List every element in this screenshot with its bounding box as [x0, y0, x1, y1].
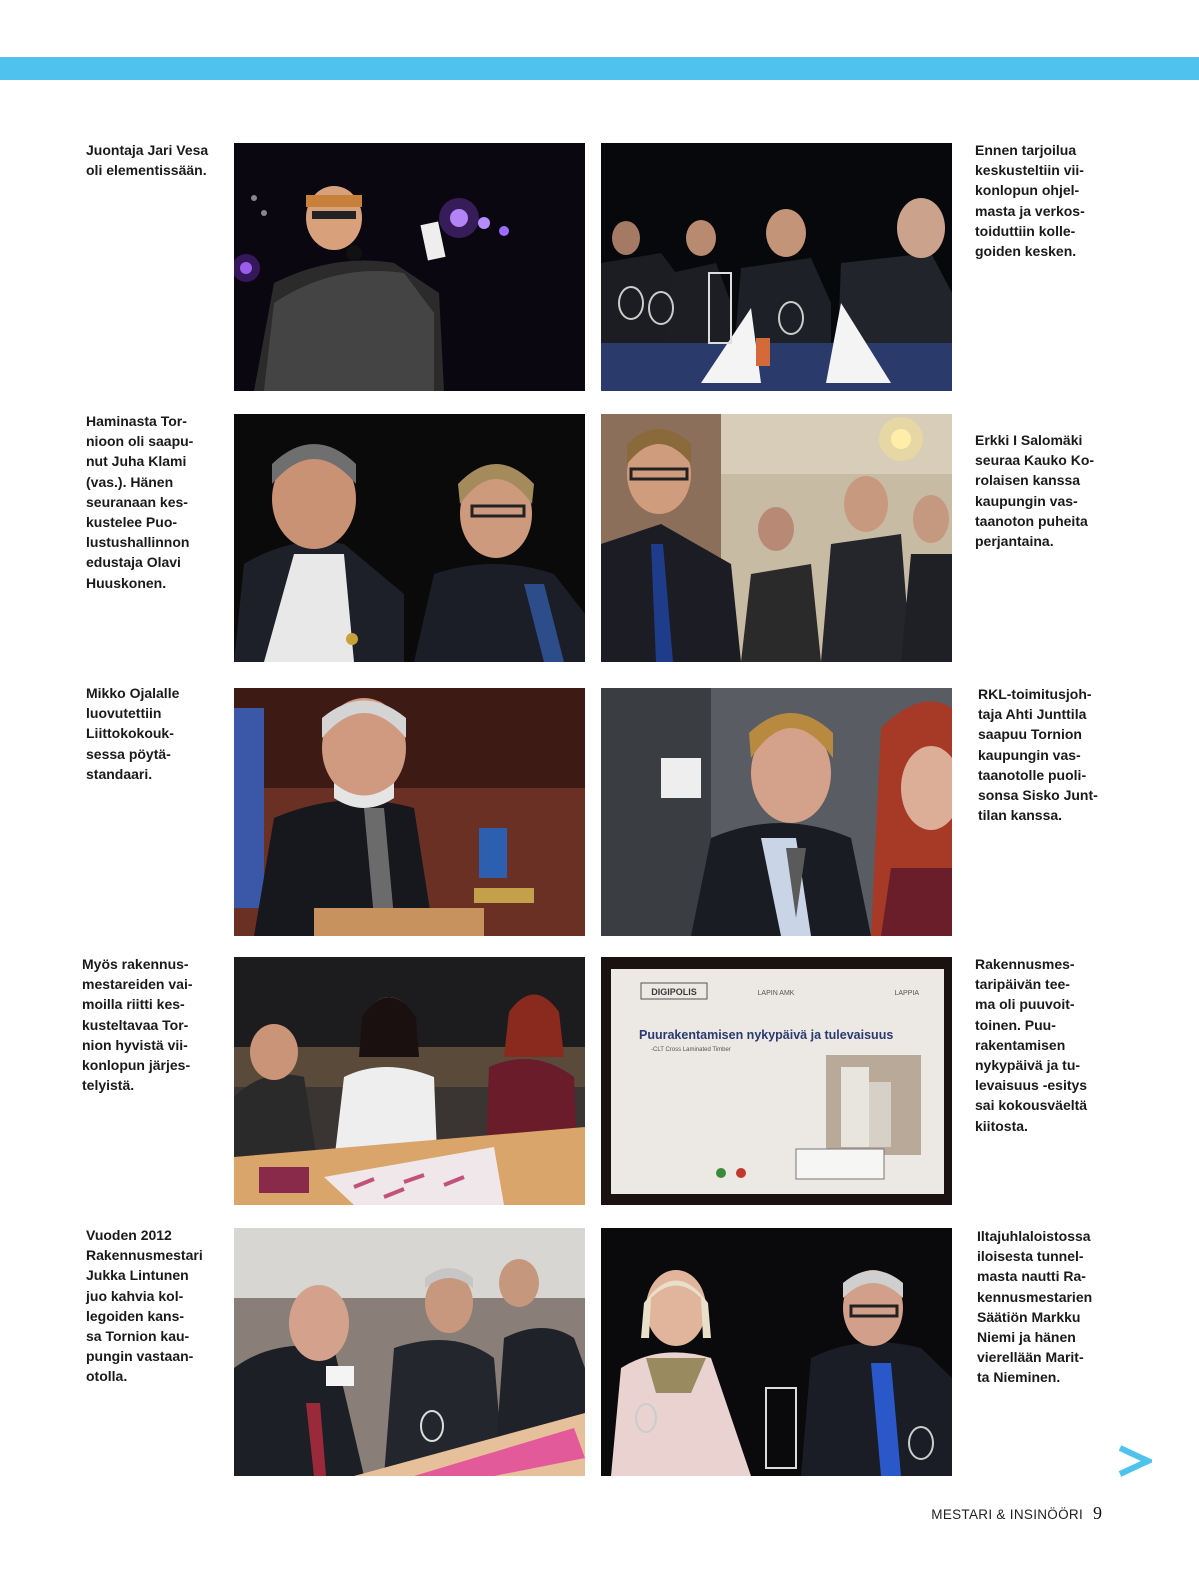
caption-dinner: Ennen tarjoilua keskusteltiin vii- konlopun ohjel- masta ja verkos- toiduttiin kolle- goiden kesken. [975, 142, 1085, 260]
caption-lintunen: Vuoden 2012 Rakennusmestari Jukka Lintunen juo kahvia kol- legoiden kans- sa Tornion kau- pungin vastaan- otolla. [86, 1227, 203, 1385]
caption-salomaki: Erkki I Salomäki seuraa Kauko Ko- rolaisen kanssa kaupungin vas- taanoton puheita perjantaina. [975, 432, 1095, 550]
slide-title: Puurakentamisen nykypäivä ja tulevaisuus [639, 1028, 894, 1042]
photo-presentation-slide [601, 957, 952, 1205]
photo-host-on-stage [234, 143, 585, 391]
caption-niemi: Iltajuhlaloistossa iloisesta tunnel- masta nautti Ra- kennusmestarien Säätiön Markku Niemi ja hänen vierellään Marit- ta Nieminen. [977, 1228, 1093, 1386]
photo-gala-couple [601, 1228, 952, 1476]
caption-theme: Rakennusmes- taripäivän tee- ma oli puuvoit- toinen. Puu- rakentamisen nykypäivä ja tu- levaisuus -esitys sai kokousväeltä kiitosta. [975, 956, 1088, 1134]
photo-reception-hall [601, 414, 952, 662]
slide-subtitle: -CLT Cross Laminated Timber [651, 1047, 731, 1053]
chevron-right-icon[interactable] [1116, 1444, 1152, 1478]
header-accent-bar [0, 57, 1199, 80]
page-footer [931, 1503, 1102, 1524]
caption-host: Juontaja Jari Vesa oli elementissään. [86, 142, 209, 179]
slide-logo-lapin-amk: LAPIN AMK [757, 990, 795, 997]
photo-couple-arriving [601, 688, 952, 936]
photo-two-men-talking [234, 414, 585, 662]
photo-dinner-table-discussion [601, 143, 952, 391]
caption-ojala: Mikko Ojalalle luovutettiin Liittokokouk- sessa pöytä- standaari. [86, 685, 180, 782]
caption-junttila: RKL-toimitusjoh- taja Ahti Junttila saapuu Tornion kaupungin vas- taanotolle puoli- sonsa Sisko Junt- tilan kanssa. [978, 686, 1098, 824]
page-number: 9 [1093, 1503, 1102, 1523]
caption-klami: Haminasta Tor- nioon oli saapu- nut Juha Klami (vas.). Hänen seuranaan kes- kustelee Puo- lustushallinnon edustaja Olavi Huuskonen. [86, 413, 194, 591]
photo-speaker-at-podium [234, 688, 585, 936]
slide-logo-digipolis: DIGIPOLIS [651, 987, 697, 997]
caption-wives: Myös rakennus- mestareiden vai- moilla riitti kes- kusteltavaa Tor- nion hyvistä vii- konlopun järjes- telyistä. [82, 956, 193, 1094]
photo-coffee-reception [234, 1228, 585, 1476]
magazine-name: MESTARI & INSINÖÖRI [931, 1507, 1083, 1522]
photo-wives-at-table [234, 957, 585, 1205]
slide-logo-lappia: LAPPIA [894, 990, 919, 997]
